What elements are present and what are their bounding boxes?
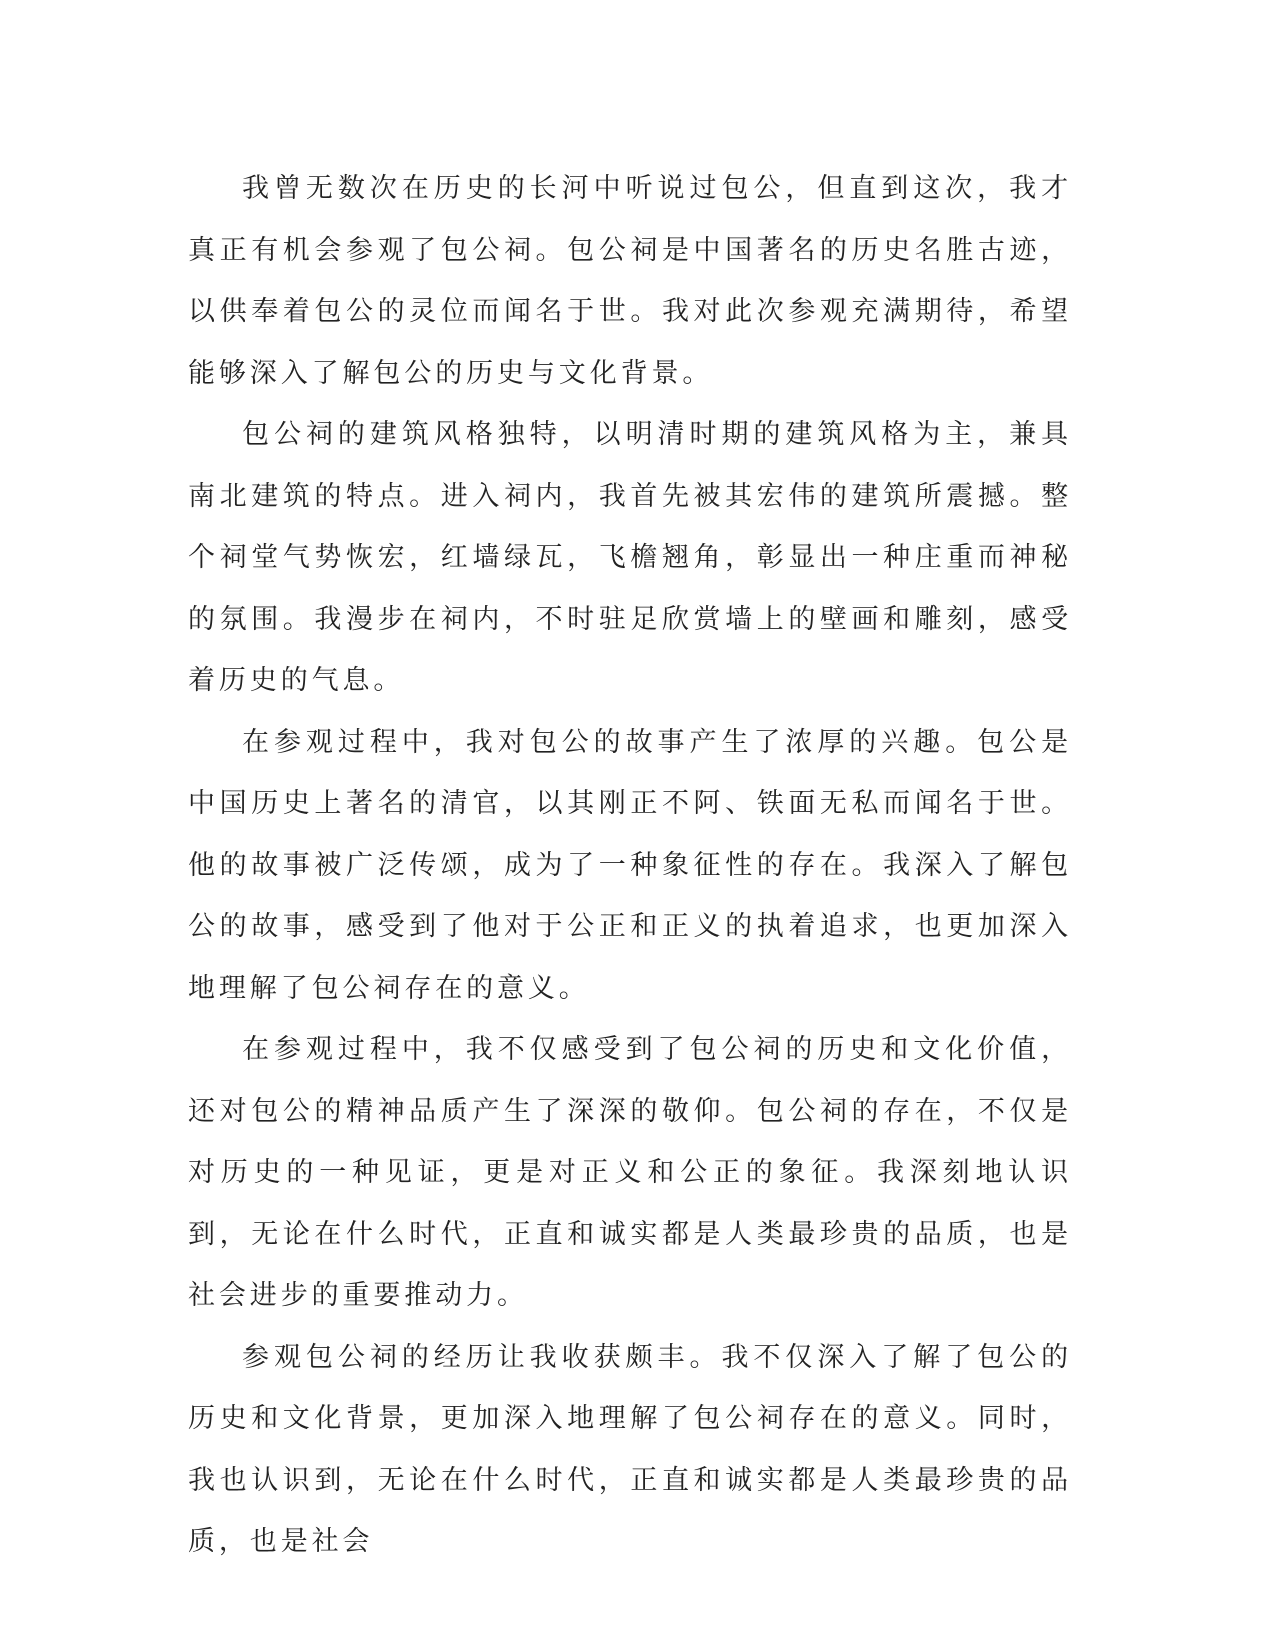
- paragraph-1: 我曾无数次在历史的长河中听说过包公，但直到这次，我才真正有机会参观了包公祠。包公祠是中国著名的历史名胜古迹，以供奉着包公的灵位而闻名于世。我对此次参观充满期待，希望能够深入了解包公的历史与文化背景。: [188, 173, 1072, 389]
- paragraph-5: 参观包公祠的经历让我收获颇丰。我不仅深入了解了包公的历史和文化背景，更加深入地理解了包公祠存在的意义。同时，我也认识到，无论在什么时代，正直和诚实都是人类最珍贵的品质，也是社会: [188, 1341, 1072, 1557]
- document-body: [188, 158, 1072, 1573]
- paragraph-3: 在参观过程中，我对包公的故事产生了浓厚的兴趣。包公是中国历史上著名的清官，以其刚正不阿、铁面无私而闻名于世。他的故事被广泛传颂，成为了一种象征性的存在。我深入了解包公的故事，感受到了他对于公正和正义的执着追求，也更加深入地理解了包公祠存在的意义。: [188, 726, 1072, 1004]
- paragraph-4: 在参观过程中，我不仅感受到了包公祠的历史和文化价值，还对包公的精神品质产生了深深的敬仰。包公祠的存在，不仅是对历史的一种见证，更是对正义和公正的象征。我深刻地认识到，无论在什么时代，正直和诚实都是人类最珍贵的品质，也是社会进步的重要推动力。: [188, 1034, 1072, 1311]
- paragraph-2: 包公祠的建筑风格独特，以明清时期的建筑风格为主，兼具南北建筑的特点。进入祠内，我首先被其宏伟的建筑所震撼。整个祠堂气势恢宏，红墙绿瓦，飞檐翘角，彰显出一种庄重而神秘的氛围。我漫步在祠内，不时驻足欣赏墙上的壁画和雕刻，感受着历史的气息。: [188, 419, 1072, 696]
